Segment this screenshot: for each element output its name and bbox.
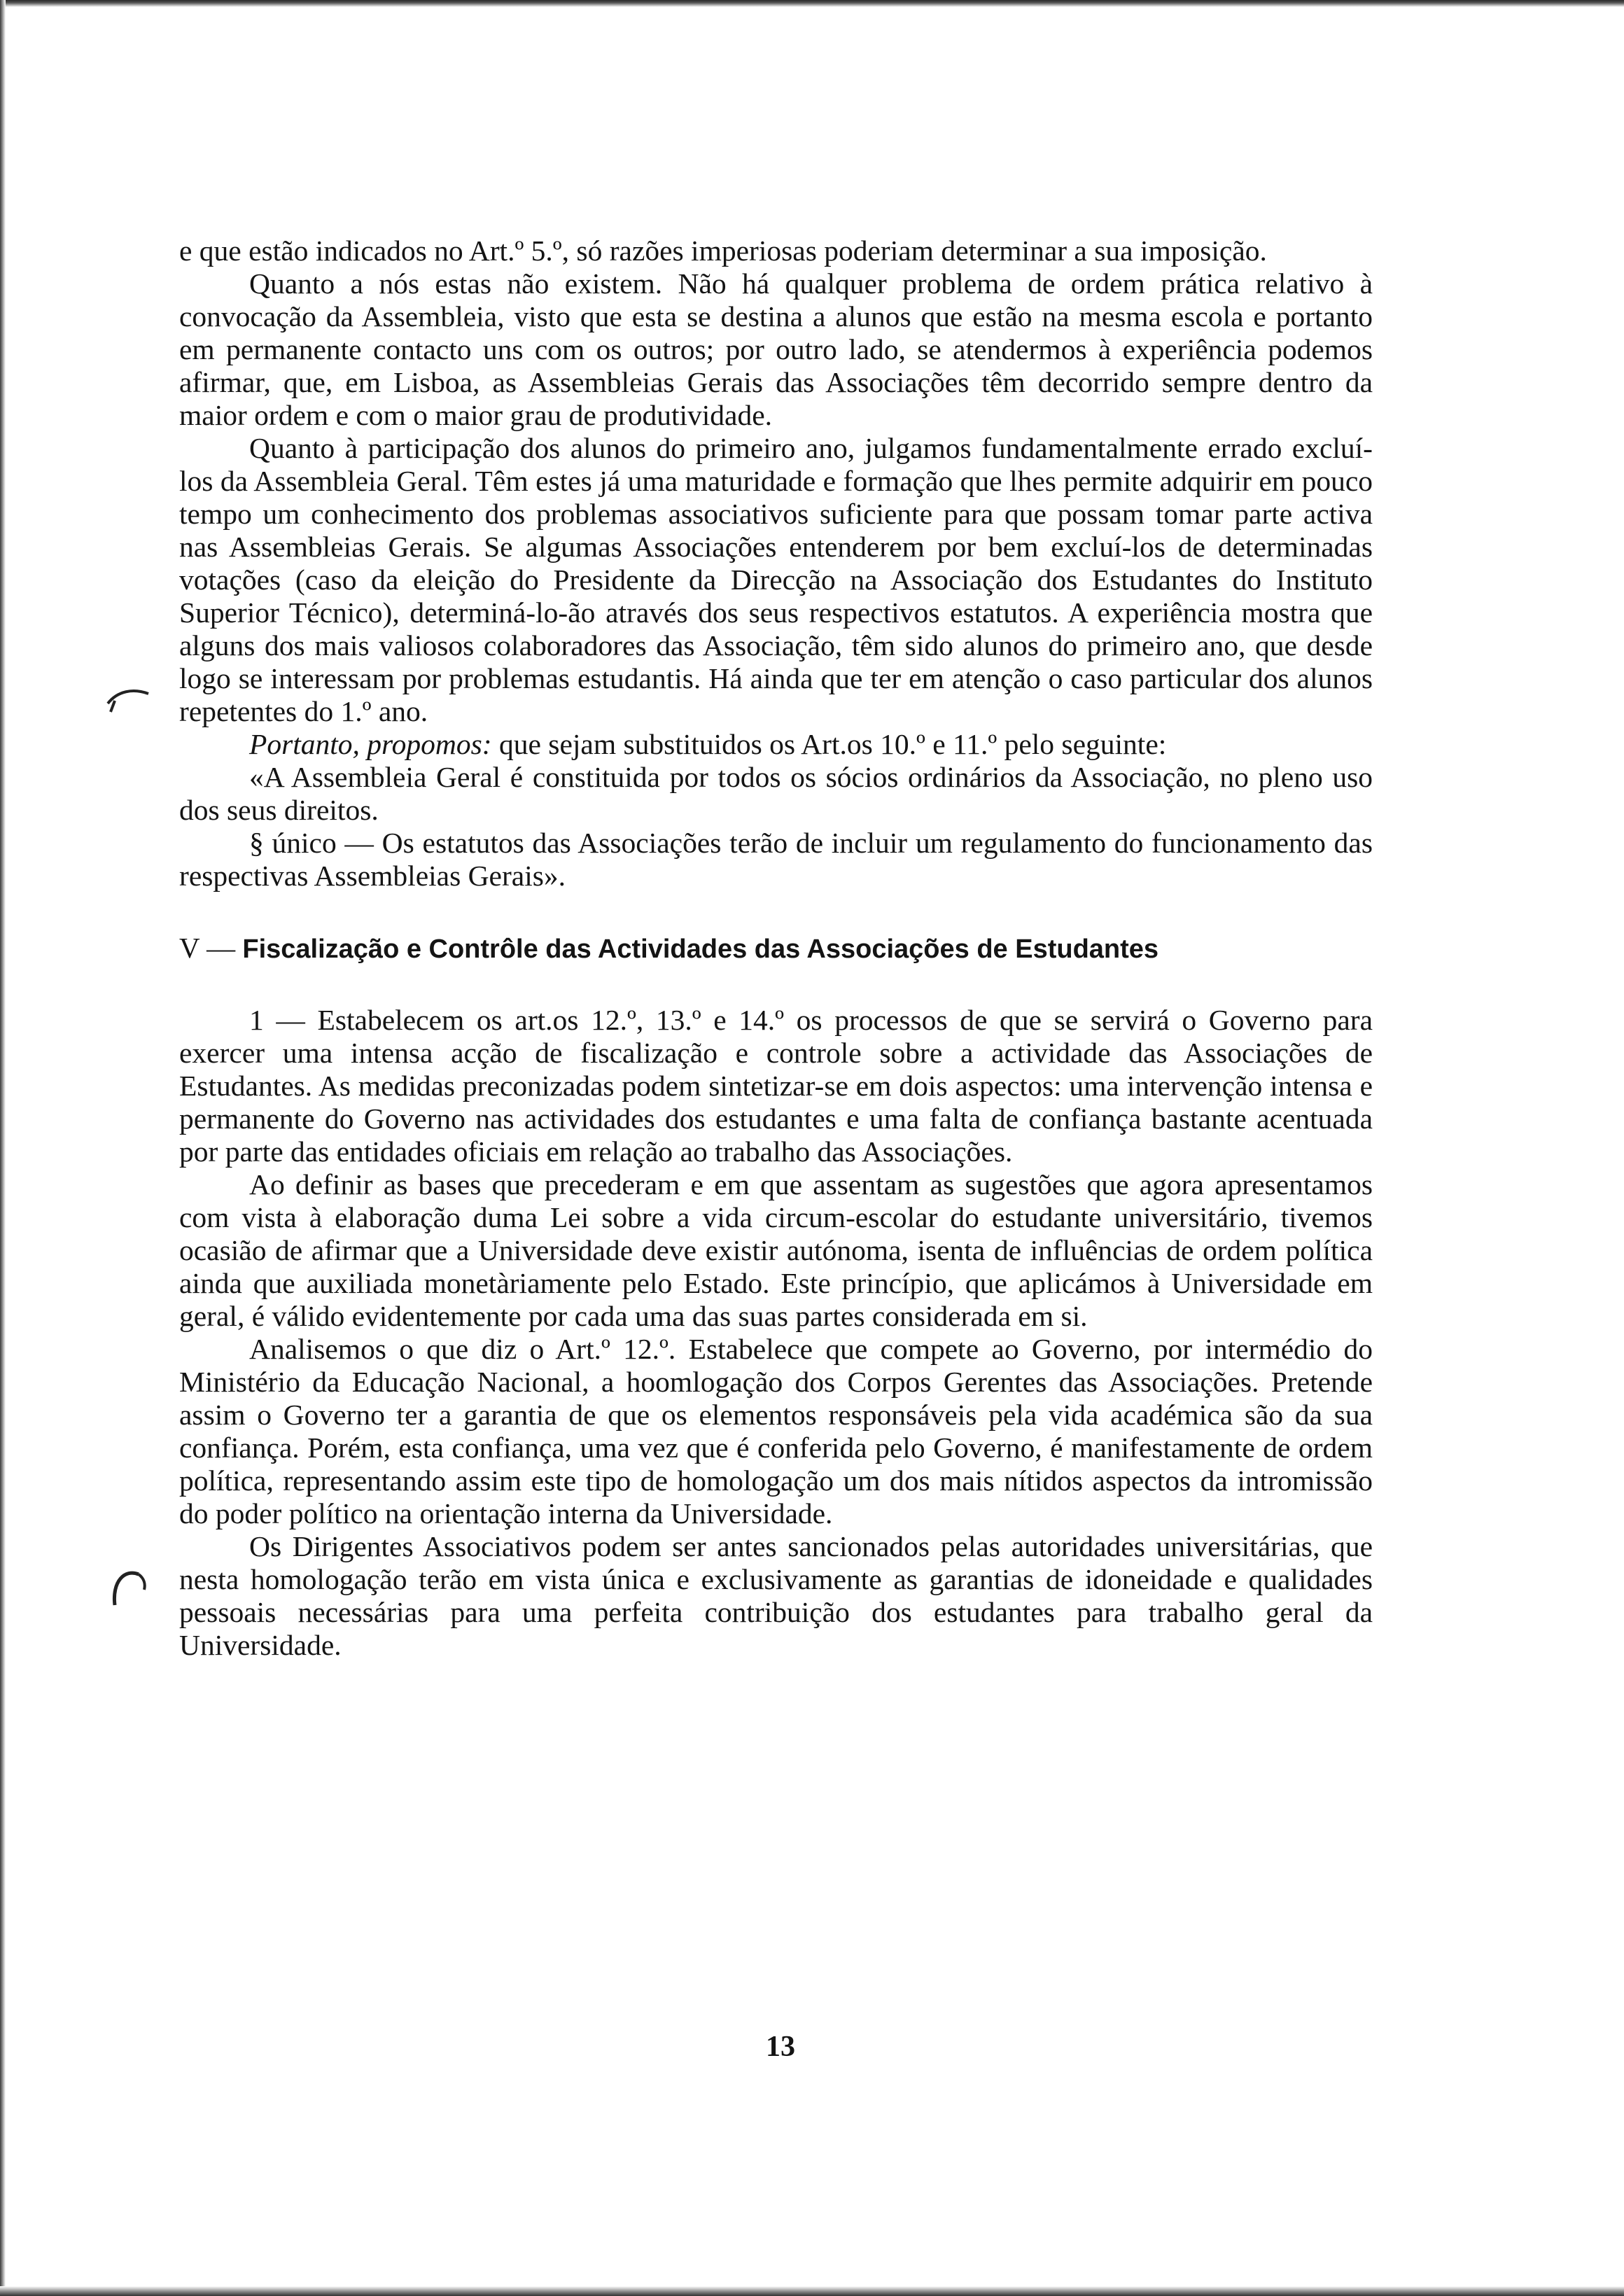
scan-left-edge: [0, 0, 6, 2296]
paragraph: Os Dirigentes Associativos podem ser antes sancionados pelas autoridades universitárias, que nesta homologação terão em vista única e exclusivamente as garantias de idoneidade e qualidades pessoais necessárias para uma perfeita contribuição dos estudantes para trabalho geral da Universidade.: [179, 1530, 1373, 1661]
paragraph: Analisemos o que diz o Art.º 12.º. Estabelece que compete ao Governo, por intermédio do Ministério da Educação Nacional, a hoomlogação dos Corpos Gerentes das Associações. Pretende assim o Governo ter a garantia de que os elementos responsáveis pela vida académica são da sua confiança. Porém, esta confiança, uma vez que é conferida pelo Governo, é manifestamente de ordem política, representando assim este tipo de homologação um dos mais nítidos aspectos da intromissão do poder político na orientação interna da Universidade.: [179, 1333, 1373, 1530]
proposal-lead: Portanto, propomos:: [249, 728, 492, 760]
proposal-paragraph: [179, 728, 1373, 761]
quoted-article-paragraph: § único — Os estatutos das Associações terão de incluir um regulamento do funcionamento das respectivas Assembleias Gerais».: [179, 827, 1373, 892]
paragraph: Quanto a nós estas não existem. Não há qualquer problema de ordem prática relativo à convocação da Assembleia, visto que esta se destina a alunos que estão na mesma escola e portanto em permanente contacto uns com os outros; por outro lado, se atendermos à experiência podemos afirmar, que, em Lisboa, as Assembleias Gerais das Associações têm decorrido sempre dentro da maior ordem e com o maior grau de produtividade.: [179, 267, 1373, 431]
proposal-rest: que sejam substituidos os Art.os 10.º e 11.º pelo seguinte:: [491, 728, 1167, 760]
paragraph: e que estão indicados no Art.º 5.º, só razões imperiosas poderiam determinar a sua imposição.: [179, 234, 1267, 267]
scan-bottom-edge: [0, 2286, 1624, 2296]
scan-top-edge: [0, 0, 1624, 7]
margin-pencil-mark-upper: [105, 682, 154, 724]
paragraph: Quanto à participação dos alunos do primeiro ano, julgamos fundamentalmente errado excluí-los da Assembleia Geral. Têm estes já uma maturidade e formação que lhes permite adquirir em pouco tempo um conhecimento dos problemas associativos suficiente para que possam tomar parte activa nas Assembleias Gerais. Se algumas Associações entenderem por bem excluí-los de determinadas votações (caso da eleição do Presidente da Direcção na Associação dos Estudantes do Instituto Superior Técnico), determiná-lo-ão através dos seus respectivos estatutos. A experiência mostra que alguns dos mais valiosos colaboradores das Associação, têm sido alunos do primeiro ano, que desde logo se interessam por problemas estudantis. Há ainda que ter em atenção o caso particular dos alunos repetentes do 1.º ano.: [179, 432, 1373, 727]
paragraph: 1 — Estabelecem os art.os 12.º, 13.º e 14.º os processos de que se servirá o Governo para exercer uma intensa acção de fiscalização e controle sobre a actividade das Associações de Estudantes. As medidas preconizadas podem sintetizar-se em dois aspectos: uma intervenção intensa e permanente do Governo nas actividades dos estudantes e uma falta de confiança bastante acentuada por parte das entidades oficiais em relação ao trabalho das Associações.: [179, 1004, 1373, 1168]
margin-pencil-mark-lower: [105, 1564, 154, 1620]
section-heading: [179, 932, 1373, 966]
section-number: V —: [179, 932, 243, 964]
document-body: [179, 234, 1373, 1662]
page-number: 13: [766, 2031, 795, 2063]
quoted-article: «A Assembleia Geral é constituida por todos os sócios ordinários da Associação, no pleno uso dos seus direitos.: [179, 761, 1373, 826]
section-title: Fiscalização e Contrôle das Actividades das Associações de Estudantes: [242, 934, 1159, 964]
paragraph: Ao definir as bases que precederam e em que assentam as sugestões que agora apresentamos com vista à elaboração duma Lei sobre a vida circum-escolar do estudante universitário, tivemos ocasião de afirmar que a Universidade deve existir autónoma, isenta de influências de ordem política ainda que auxiliada monetàriamente pelo Estado. Este princípio, que aplicámos à Universidade em geral, é válido evidentemente por cada uma das suas partes considerada em si.: [179, 1168, 1373, 1332]
